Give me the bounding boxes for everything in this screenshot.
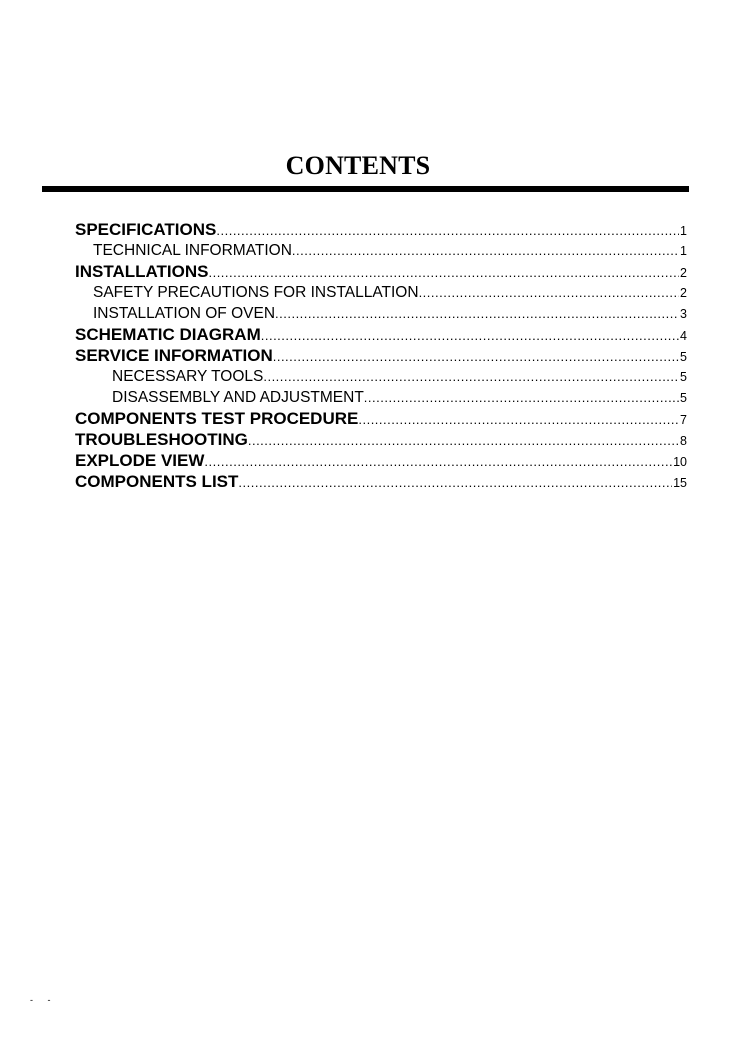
toc-entry-page: 1: [680, 244, 687, 258]
toc-entry-components-test-procedure[interactable]: [75, 408, 687, 429]
toc-entry-components-list[interactable]: [75, 471, 687, 492]
dot-leader: [238, 472, 672, 492]
dot-leader: [248, 430, 679, 450]
toc-entry-page: 2: [680, 286, 687, 300]
toc-entry-page: 8: [680, 434, 687, 448]
page-corner-mark: - -: [30, 995, 57, 1005]
toc-entry-label: NECESSARY TOOLS: [112, 368, 264, 385]
page-title: CONTENTS: [285, 151, 431, 180]
table-of-contents: [75, 219, 687, 492]
toc-entry-label: INSTALLATION OF OVEN: [93, 305, 276, 322]
toc-entry-disassembly-and-adjustment[interactable]: [75, 387, 687, 408]
toc-entry-page: 7: [680, 413, 687, 427]
dot-leader: [204, 451, 672, 471]
dot-leader: [364, 387, 679, 408]
toc-entry-page: 1: [680, 224, 687, 238]
toc-entry-safety-precautions[interactable]: [75, 282, 687, 303]
dot-leader: [261, 325, 679, 345]
toc-entry-specifications[interactable]: [75, 219, 687, 240]
dot-leader: [208, 262, 679, 282]
toc-entry-label: SCHEMATIC DIAGRAM: [75, 325, 261, 344]
toc-entry-technical-information[interactable]: [75, 240, 687, 261]
toc-entry-label: COMPONENTS LIST: [75, 472, 239, 491]
dot-leader: [263, 366, 679, 387]
dot-leader: [358, 409, 679, 429]
toc-entry-page: 4: [680, 329, 687, 343]
toc-entry-label: TECHNICAL INFORMATION: [93, 242, 292, 259]
toc-entry-page: 15: [673, 476, 687, 490]
toc-entry-installation-of-oven[interactable]: [75, 303, 687, 324]
toc-entry-label: EXPLODE VIEW: [75, 451, 205, 470]
toc-entry-label: SERVICE INFORMATION: [75, 346, 273, 365]
toc-entry-troubleshooting[interactable]: [75, 429, 687, 450]
toc-entry-page: 5: [680, 391, 687, 405]
toc-entry-necessary-tools[interactable]: [75, 366, 687, 387]
toc-entry-service-information[interactable]: [75, 345, 687, 366]
toc-entry-label: COMPONENTS TEST PROCEDURE: [75, 409, 359, 428]
dot-leader: [292, 240, 679, 261]
toc-entry-label: TROUBLESHOOTING: [75, 430, 248, 449]
title-rule: [42, 186, 689, 192]
toc-entry-page: 5: [680, 350, 687, 364]
toc-entry-label: SAFETY PRECAUTIONS FOR INSTALLATION: [93, 284, 419, 301]
toc-entry-page: 10: [673, 455, 687, 469]
toc-entry-installations[interactable]: [75, 261, 687, 282]
dot-leader: [275, 303, 679, 324]
toc-entry-schematic-diagram[interactable]: [75, 324, 687, 345]
toc-entry-label: DISASSEMBLY AND ADJUSTMENT: [112, 389, 364, 406]
toc-entry-label: INSTALLATIONS: [75, 262, 209, 281]
dot-leader: [419, 282, 679, 303]
toc-entry-explode-view[interactable]: [75, 450, 687, 471]
toc-entry-label: SPECIFICATIONS: [75, 220, 217, 239]
toc-entry-page: 3: [680, 307, 687, 321]
dot-leader: [216, 220, 679, 240]
toc-entry-page: 5: [680, 370, 687, 384]
dot-leader: [273, 346, 679, 366]
toc-entry-page: 2: [680, 266, 687, 280]
